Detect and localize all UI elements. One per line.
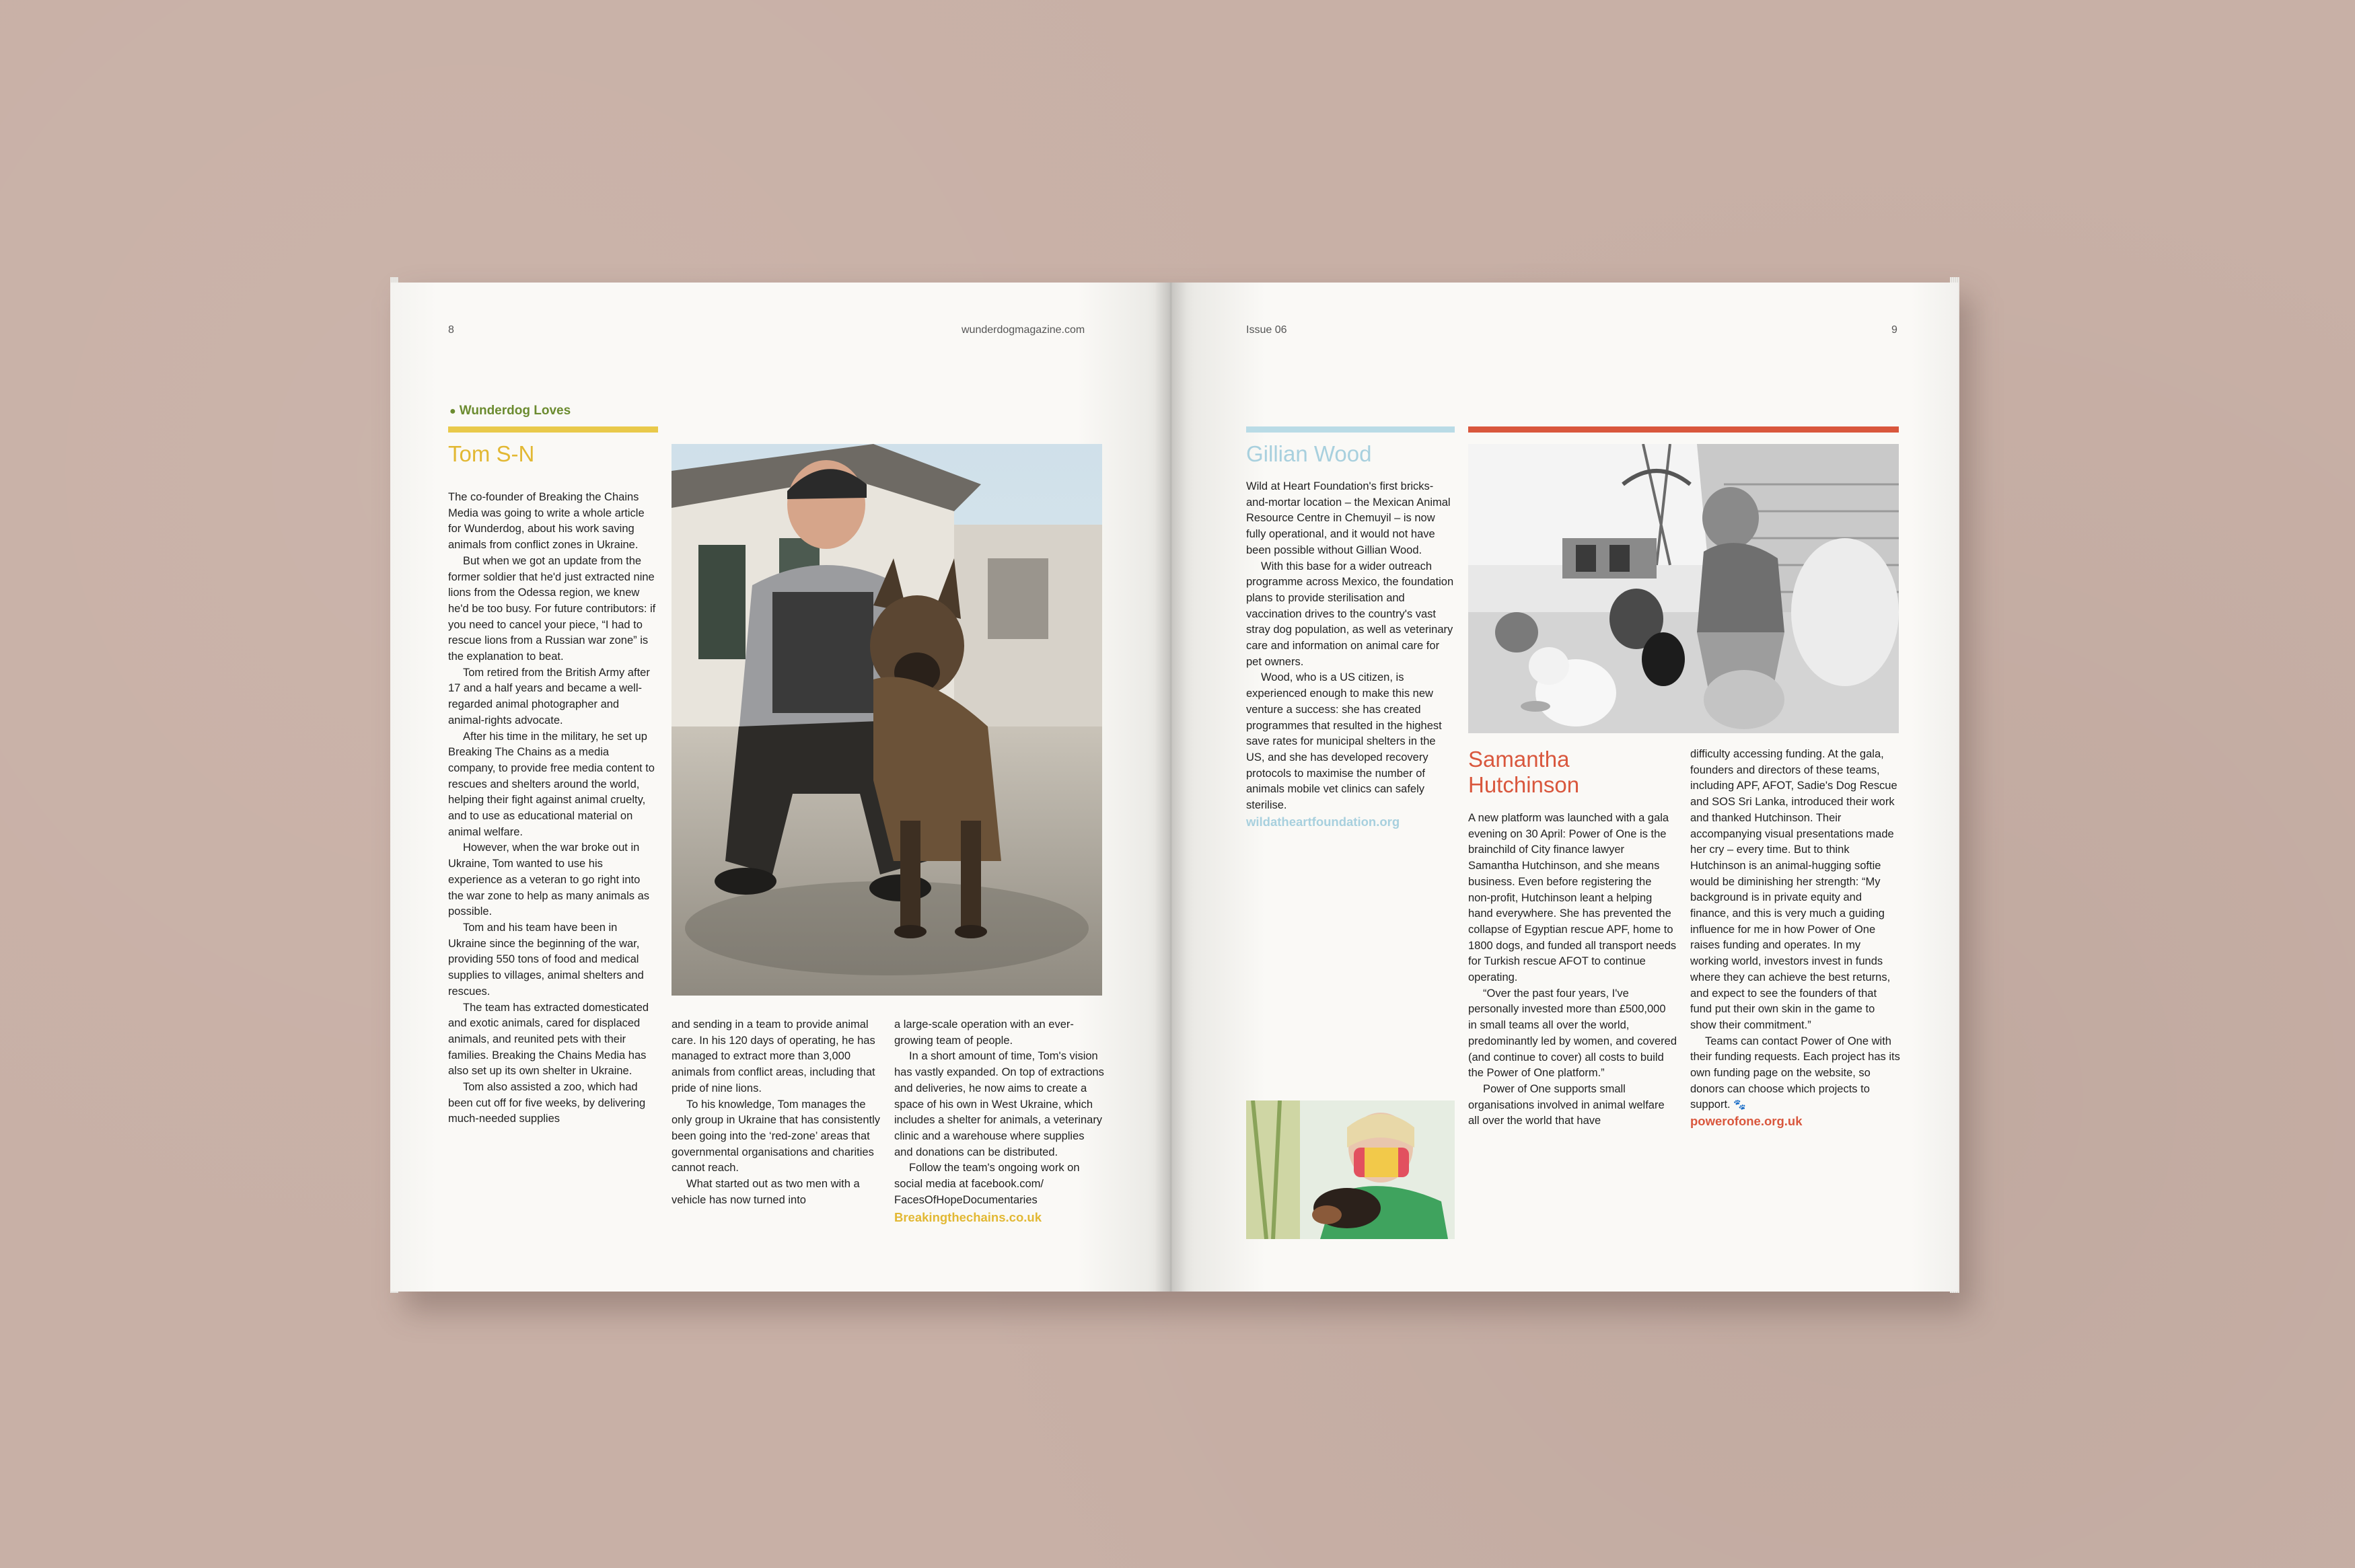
paragraph: However, when the war broke out in Ukraine, Tom wanted to use his experience as a veteran to go right into the war zone to help as many animals as possible. [448, 842, 649, 918]
gillian-column [1246, 479, 1455, 829]
red-rule [1468, 426, 1899, 433]
paragraph: Wood, who is a US citizen, is experienced enough to make this new venture a success: she has created programmes that resulted in the highest save rates for municipal shelters in the US, and she has developed recovery protocols to maximise the number of animals mobile vet clinics can safely sterilise. [1246, 671, 1442, 812]
paragraph: “Over the past four years, I've personally invested more than £500,000 in small teams all over the world, predominantly led by women, and covered (and continue to cover) all costs to build the Power of One platform.” [1468, 987, 1677, 1080]
paragraph: The co-founder of Breaking the Chains Media was going to write a whole article for Wunderdog, about his work saving animals from conflict zones in Ukraine. [448, 491, 645, 552]
paragraph: Power of One supports small organisations involved in animal welfare all over the world that have [1468, 1082, 1665, 1127]
right-page [1171, 283, 1958, 1292]
paragraph [1690, 1034, 1900, 1114]
section-label-wrap [449, 404, 571, 418]
paragraph: and sending in a team to provide animal care. In his 120 days of operating, he has managed to extract more than 3,000 animals from conflict areas, including that pride of nine lions. [672, 1018, 875, 1094]
samantha-column-2 [1690, 747, 1900, 1129]
paragraph: Tom and his team have been in Ukraine since the beginning of the war, providing 550 tons of food and medical supplies to villages, animal shelters and rescues. [448, 921, 644, 998]
photo-dogs-on-stairs [1468, 444, 1899, 733]
bullet-dot: ● [449, 406, 456, 417]
photo-gillian-with-dog [1246, 1100, 1455, 1239]
paragraph: a large-scale operation with an ever-growing team of people. [894, 1018, 1074, 1047]
paragraph: difficulty accessing funding. At the gala, founders and directors of these teams, including APF, AFOT, Sadie's Dog Rescue and SOS Sri Lanka, introduced their work and thanked Hutchinson. Their accompanying visual presentations made her cry – every time. But to think Hutchinson is an animal-hugging softie would be diminishing her strength: “My background is in private equity and finance, and this is very much a guiding influence for me in how Power of One raises funding and operates. In my working world, investors invest in funds where they can achieve the best returns, and expect to see the founders of that fund put their own skin in the game to show their commitment.” [1690, 748, 1897, 1031]
paragraph: To his knowledge, Tom manages the only group in Ukraine that has consistently been going into the ‘red-zone’ areas that governmental organisations and charities cannot reach. [672, 1098, 881, 1174]
paragraph: In a short amount of time, Tom's vision has vastly expanded. On top of extractions and deliveries, he now aims to create a space of his own in West Ukraine, which includes a shelter for animals, a veterinary clinic and a warehouse where supplies and donations can be distributed. [894, 1050, 1104, 1158]
paragraph: Tom retired from the British Army after 17 and a half years and became a well-regarded animal photographer and animal-rights advocate. [448, 666, 650, 726]
page-number-right: 9 [1891, 324, 1897, 336]
link-breakingthechains[interactable]: Breakingthechains.co.uk [894, 1210, 1042, 1225]
paragraph: Wild at Heart Foundation's first bricks-and-mortar location – the Mexican Animal Resource Centre in Chemuyil – is now fully operational, and it would not have been possible without Gillian Wood. [1246, 480, 1451, 556]
left-page [390, 283, 1171, 1292]
blue-rule [1246, 426, 1455, 433]
paragraph: A new platform was launched with a gala evening on 30 April: Power of One is the brainchild of City finance lawyer Samantha Hutchinson, and she means business. Even before registering the non-profit, Hutchinson leant a helping hand everywhere. She has prevented the collapse of Egyptian rescue APF, home to 1800 dogs, and funded all transport needs for Turkish rescue AFOT to continue operating. [1468, 812, 1677, 984]
paragraph: With this base for a wider outreach programme across Mexico, the foundation plans to provide sterilisation and vaccination drives to the country's vast stray dog population, as well as veterinary care and information on animal care for pet owners. [1246, 560, 1454, 668]
article-title-tom: Tom S-N [448, 441, 535, 466]
paw-icon: 🐾 [1733, 1099, 1746, 1111]
paragraph: But when we got an update from the former soldier that he'd just extracted nine lions from the Odessa region, we knew he'd be too busy. For future contributors: if you need to cancel your piece, “I had to rescue lions from a Russian war zone” is the explanation to beat. [448, 554, 656, 663]
article-title-samantha: Samantha Hutchinson [1468, 747, 1580, 797]
article-title-gillian: Gillian Wood [1246, 441, 1372, 466]
yellow-rule [448, 426, 658, 433]
photo-tom-with-dog [672, 444, 1102, 996]
paragraph: The team has extracted domesticated and exotic animals, cared for displaced animals, and reunited pets with their families. Breaking the Chains Media has also set up its own shelter in Ukraine. [448, 1001, 649, 1078]
link-wildatheart[interactable]: wildatheartfoundation.org [1246, 814, 1400, 829]
paragraph: After his time in the military, he set up Breaking The Chains as a media company, to provide free media content to rescues and shelters around the world, helping their fight against animal cruelty, and to use as educational material on animal welfare. [448, 730, 655, 838]
tom-column-3 [894, 1017, 1104, 1226]
link-powerofone[interactable]: powerofone.org.uk [1690, 1114, 1803, 1129]
section-label: Wunderdog Loves [459, 404, 571, 418]
paragraph: What started out as two men with a vehicle has now turned into [672, 1178, 860, 1206]
tom-column-1 [448, 490, 658, 1127]
samantha-column-1 [1468, 811, 1677, 1129]
website-header: wunderdogmagazine.com [962, 324, 1085, 336]
page-number-left: 8 [448, 324, 454, 336]
issue-header: Issue 06 [1246, 324, 1287, 336]
spine-gutter [1155, 283, 1187, 1292]
paragraph: Follow the team's ongoing work on social media at facebook.com/ FacesOfHopeDocumentaries [894, 1162, 1080, 1206]
paragraph-text: Teams can contact Power of One with their funding requests. Each project has its own funding page on the website, so donors can choose which projects to support. [1690, 1035, 1900, 1111]
tom-column-2 [672, 1017, 880, 1208]
paragraph: Tom also assisted a zoo, which had been cut off for five weeks, by delivering much-needed supplies [448, 1081, 646, 1125]
